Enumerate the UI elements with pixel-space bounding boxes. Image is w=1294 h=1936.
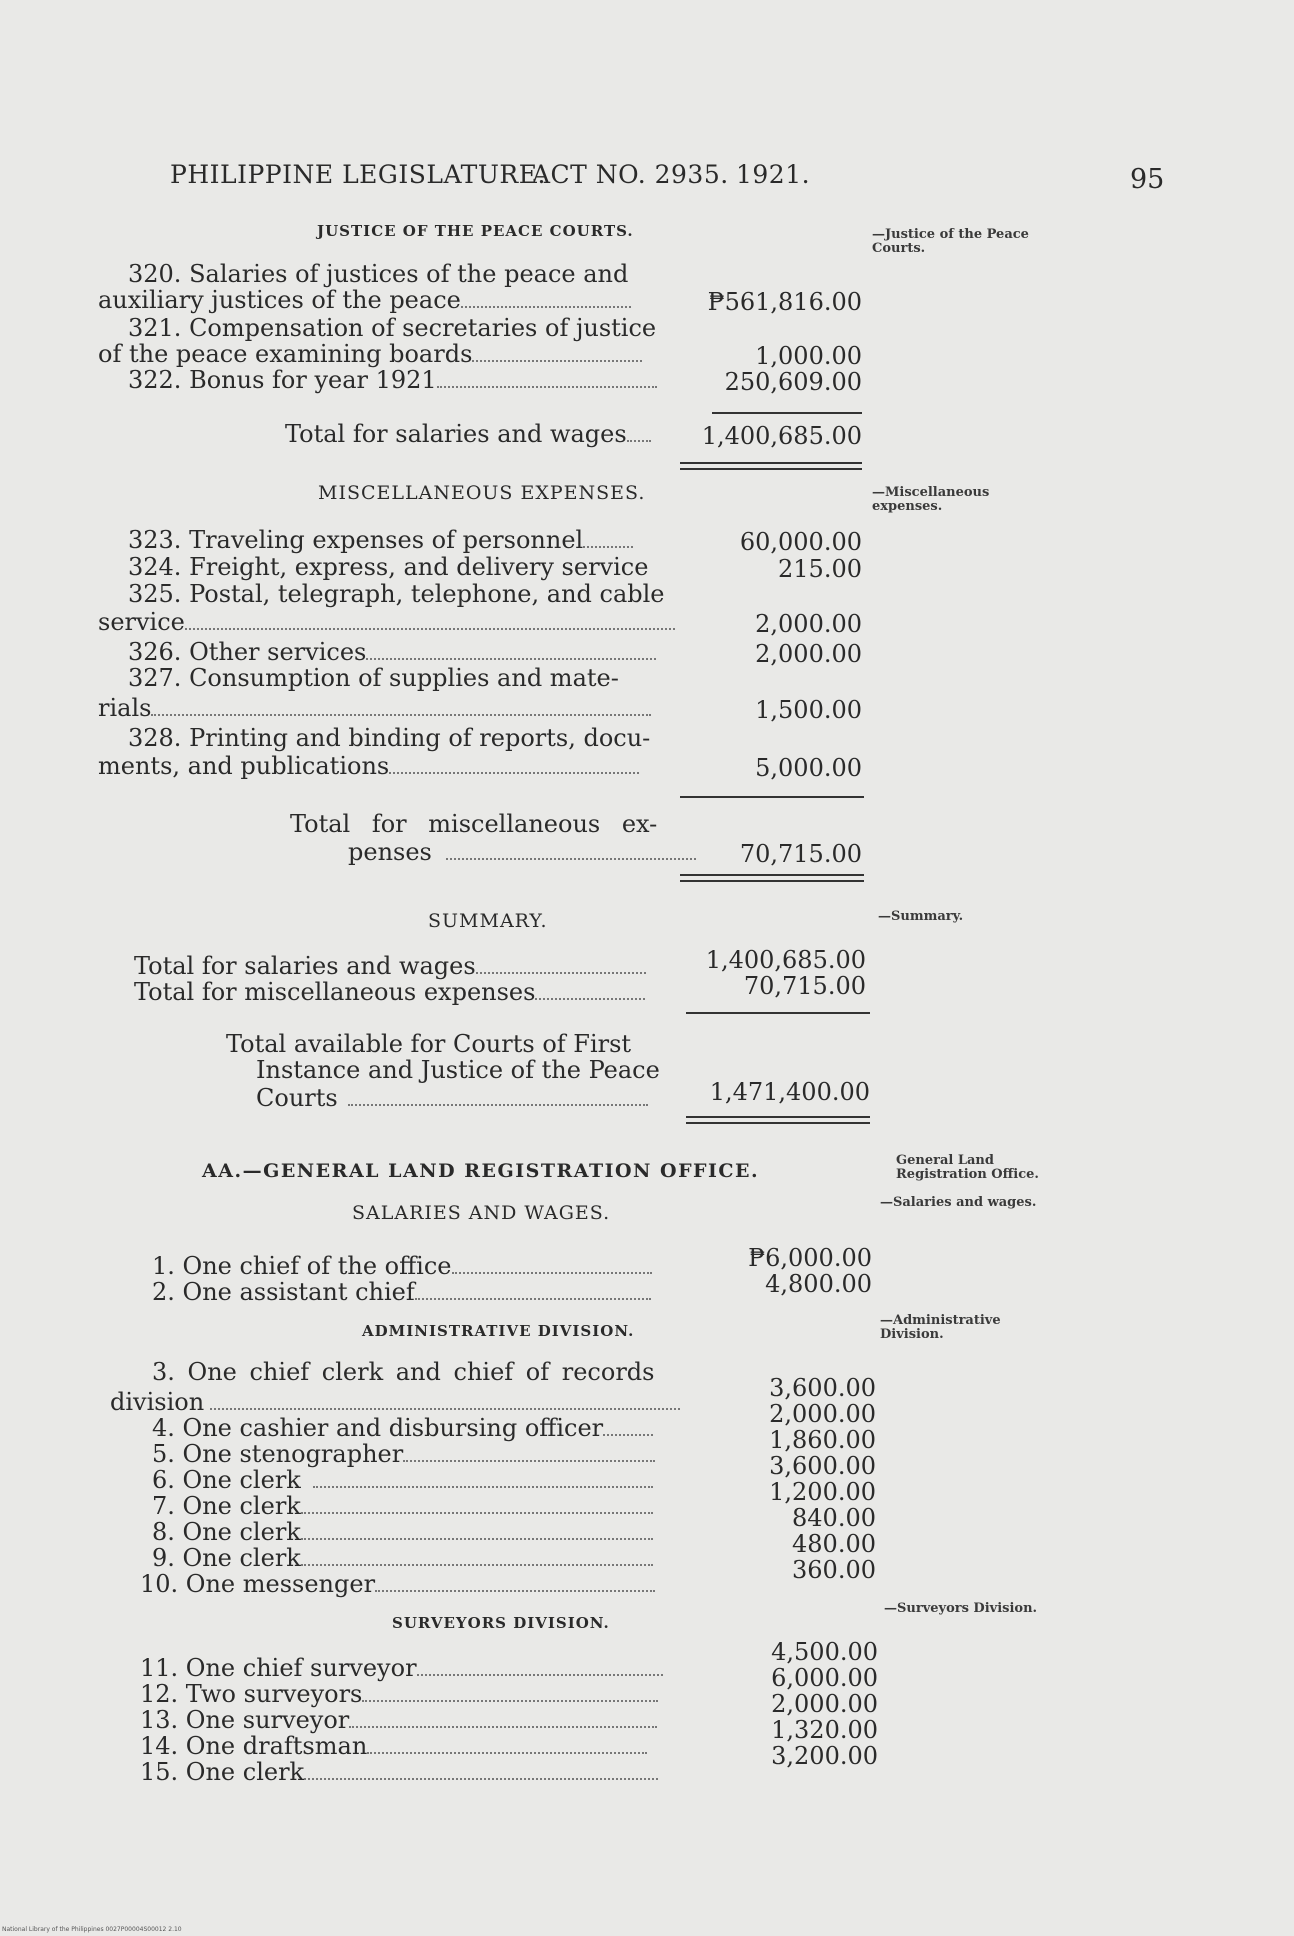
margin-note-justice-courts: —Justice of the Peace Courts. bbox=[872, 227, 1029, 256]
section-heading-admin-division: ADMINISTRATIVE DIVISION. bbox=[362, 1322, 635, 1340]
item-6: 6. One clerk bbox=[152, 1466, 653, 1494]
item-3-line1: 3. One chief clerk and chief of records bbox=[152, 1358, 655, 1386]
item-325-amount: 2,000.00 bbox=[755, 610, 862, 638]
item-12-amount: 6,000.00 bbox=[771, 1664, 878, 1692]
total-available-line2: Instance and Justice of the Peace bbox=[256, 1056, 660, 1084]
item-327-amount: 1,500.00 bbox=[755, 696, 862, 724]
margin-note-land-registration: General Land Registration Office. bbox=[896, 1153, 1039, 1182]
item-321-line2: of the peace examining boards bbox=[98, 340, 642, 368]
total-available-line1: Total available for Courts of First bbox=[226, 1030, 632, 1058]
running-header-year: 1921. bbox=[736, 160, 811, 189]
item-320-line1: 320. Salaries of justices of the peace and bbox=[128, 260, 629, 288]
item-324: 324. Freight, express, and delivery service bbox=[128, 553, 649, 581]
double-rule-bottom bbox=[680, 468, 862, 470]
item-321-line1: 321. Compensation of secretaries of justice bbox=[128, 314, 657, 342]
item-10: 10. One messenger bbox=[140, 1570, 655, 1598]
margin-note-admin-division: —Administrative Division. bbox=[880, 1313, 1001, 1342]
item-14-amount: 1,320.00 bbox=[771, 1716, 878, 1744]
double-rule-top bbox=[680, 462, 862, 464]
margin-note-misc: —Miscellaneous expenses. bbox=[872, 485, 990, 514]
item-2-amount: 4,800.00 bbox=[765, 1270, 872, 1298]
misc-double-rule-top bbox=[680, 874, 864, 876]
item-323: 323. Traveling expenses of personnel bbox=[128, 526, 633, 554]
item-328-amount: 5,000.00 bbox=[755, 754, 862, 782]
margin-note-summary: —Summary. bbox=[878, 909, 964, 924]
item-323-amount: 60,000.00 bbox=[739, 528, 862, 556]
total-salaries-label: Total for salaries and wages bbox=[285, 420, 651, 448]
item-12: 12. Two surveyors bbox=[140, 1680, 658, 1708]
item-15: 15. One clerk bbox=[140, 1758, 658, 1786]
item-328-line2: ments, and publications bbox=[98, 752, 639, 780]
item-1: 1. One chief of the office bbox=[152, 1252, 652, 1280]
item-13: 13. One surveyor bbox=[140, 1706, 657, 1734]
summary-double-rule-bottom bbox=[686, 1122, 870, 1124]
item-3-amount: 3,600.00 bbox=[769, 1374, 876, 1402]
summary-subtotal-rule bbox=[686, 1012, 870, 1014]
section-heading-land-registration: AA.—GENERAL LAND REGISTRATION OFFICE. bbox=[202, 1160, 760, 1182]
item-7-amount: 1,200.00 bbox=[769, 1478, 876, 1506]
summary-salaries-label: Total for salaries and wages bbox=[134, 952, 646, 980]
item-11: 11. One chief surveyor bbox=[140, 1654, 663, 1682]
item-13-amount: 2,000.00 bbox=[771, 1690, 878, 1718]
page-number: 95 bbox=[1130, 164, 1165, 195]
item-328-line1: 328. Printing and binding of reports, docu- bbox=[128, 724, 651, 752]
total-misc-line1: Total for miscellaneous ex- bbox=[290, 810, 658, 838]
summary-misc-amount: 70,715.00 bbox=[743, 972, 866, 1000]
section-heading-misc: MISCELLANEOUS EXPENSES. bbox=[318, 482, 646, 504]
misc-subtotal-rule bbox=[680, 796, 864, 798]
item-6-amount: 3,600.00 bbox=[769, 1452, 876, 1480]
item-1-amount: ₱6,000.00 bbox=[748, 1244, 872, 1272]
scan-footer: National Library of the Philippines 0027P00004S00012 2.10 bbox=[2, 1926, 182, 1933]
item-2: 2. One assistant chief bbox=[152, 1278, 651, 1306]
item-321-amount: 1,000.00 bbox=[755, 342, 862, 370]
margin-note-salaries-wages: —Salaries and wages. bbox=[880, 1195, 1037, 1210]
running-header-title: PHILIPPINE LEGISLATURE. bbox=[170, 160, 546, 189]
summary-salaries-amount: 1,400,685.00 bbox=[705, 946, 866, 974]
section-heading-justice-courts: JUSTICE OF THE PEACE COURTS. bbox=[317, 222, 634, 240]
item-3-line2: division bbox=[110, 1388, 680, 1416]
summary-double-rule-top bbox=[686, 1116, 870, 1118]
misc-double-rule-bottom bbox=[680, 880, 864, 882]
item-7: 7. One clerk bbox=[152, 1492, 653, 1520]
item-8-amount: 840.00 bbox=[792, 1504, 876, 1532]
item-326-amount: 2,000.00 bbox=[755, 640, 862, 668]
running-header-act: ACT NO. 2935. bbox=[532, 160, 729, 189]
total-available-line3: Courts bbox=[256, 1084, 648, 1112]
item-14: 14. One draftsman bbox=[140, 1732, 647, 1760]
item-325-line1: 325. Postal, telegraph, telephone, and cable bbox=[128, 580, 665, 608]
item-5-amount: 1,860.00 bbox=[769, 1426, 876, 1454]
item-324-amount: 215.00 bbox=[778, 555, 862, 583]
item-320-line2: auxiliary justices of the peace bbox=[98, 286, 631, 314]
total-available-amount: 1,471,400.00 bbox=[709, 1078, 870, 1106]
total-misc-amount: 70,715.00 bbox=[739, 840, 862, 868]
item-15-amount: 3,200.00 bbox=[771, 1742, 878, 1770]
item-320-amount: ₱561,816.00 bbox=[707, 288, 862, 316]
subtotal-rule bbox=[712, 412, 862, 414]
item-10-amount: 360.00 bbox=[792, 1556, 876, 1584]
item-9: 9. One clerk bbox=[152, 1544, 653, 1572]
total-salaries-amount: 1,400,685.00 bbox=[701, 422, 862, 450]
item-9-amount: 480.00 bbox=[792, 1530, 876, 1558]
item-327-line1: 327. Consumption of supplies and mate- bbox=[128, 664, 619, 692]
item-325-line2: service bbox=[98, 608, 675, 636]
item-4-amount: 2,000.00 bbox=[769, 1400, 876, 1428]
total-misc-line2: penses bbox=[348, 838, 696, 866]
item-322-amount: 250,609.00 bbox=[724, 368, 862, 396]
margin-note-surveyors: —Surveyors Division. bbox=[884, 1601, 1038, 1616]
section-heading-summary: SUMMARY. bbox=[428, 910, 548, 932]
item-322: 322. Bonus for year 1921 bbox=[128, 366, 657, 394]
item-4: 4. One cashier and disbursing officer bbox=[152, 1414, 653, 1442]
item-326: 326. Other services bbox=[128, 638, 656, 666]
item-8: 8. One clerk bbox=[152, 1518, 653, 1546]
summary-misc-label: Total for miscellaneous expenses bbox=[134, 978, 645, 1006]
item-327-line2: rials bbox=[98, 694, 651, 722]
section-heading-surveyors: SURVEYORS DIVISION. bbox=[392, 1614, 610, 1632]
section-heading-salaries-wages: SALARIES AND WAGES. bbox=[352, 1202, 611, 1224]
item-11-amount: 4,500.00 bbox=[771, 1638, 878, 1666]
item-5: 5. One stenographer bbox=[152, 1440, 655, 1468]
